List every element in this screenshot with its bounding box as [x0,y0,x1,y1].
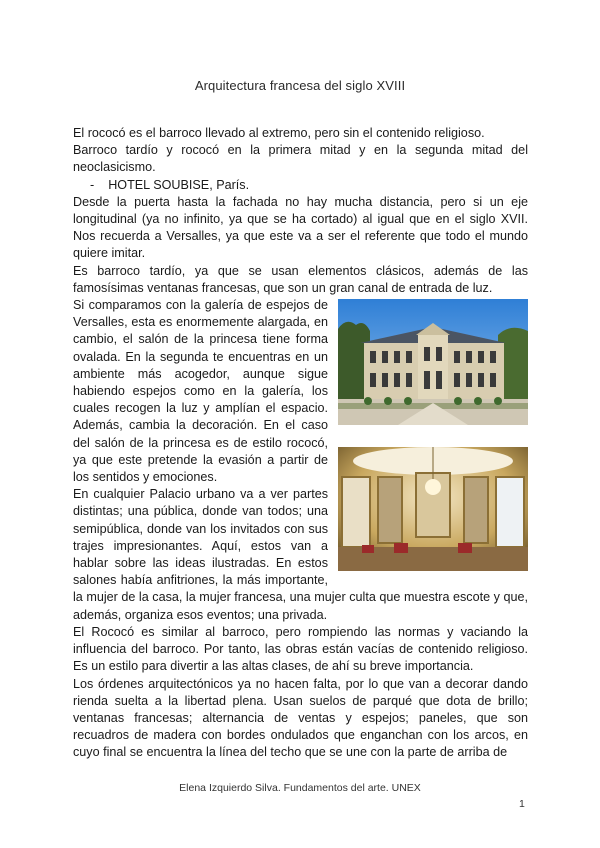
salon-de-la-princesse-photo [338,447,528,571]
paragraph-urban-palace: En cualquier Palacio urbano va a ver partes distintas; una pública, donde van todos; una semipública, donde van los invitados con sus trajes impresionantes. Aquí, estos van a hablar sobre las ideas ilustradas. En estos salones había anfitriones, la más importante, la mujer de la casa, la mujer francesa, una mujer culta que muestra escote y que, además, organiza esos eventos; una privada. [73,487,528,622]
paragraph-mirror-gallery: Si comparamos con la galería de espejos de Versalles, esta es enormemente alargada, en cambio, el salón de la princesa tiene forma ovalada. En la segunda te encuentras en un ambiente más acogedor, aunque sigue habiendo espejos como en la galería, los cuales recogen la luz y amplían el espacio. Además, cambia la decoración. En el caso del salón de la princesa es de estilo rococó, ya que este pretende la evasión a partir de los sentidos y emociones. [73,298,328,485]
paragraph-architectural-orders: Los órdenes arquitectónicos ya no hacen falta, por lo que van a decorar dando rienda suelta a la libertad plena. Usan suelos de parqué que dota de brillo; ventanas francesas; alternancia de ventas y espejos; paneles, que son recuadros de madera con bordes ondulados que enganchan con los arcos, en cuyo final se encuentra la línea del techo que se une con la parte de arriba de [73,676,528,760]
paragraph-periods: Barroco tardío y rococó en la primera mitad y en la segunda mitad del neoclasicismo. [73,143,528,175]
page-number: 1 [519,798,525,810]
paragraph-axis: Desde la puerta hasta la fachada no hay mucha distancia, pero si un eje longitudinal (ya no infinito, ya que se ha cortado) al igual que en el siglo XVII. Nos recuerda a Versalles, ya que este va a ser el referente que todo el mundo quiere imitar. [73,194,528,261]
hotel-soubise-facade-photo [338,299,528,425]
document-title: Arquitectura francesa del siglo XVIII [194,78,406,93]
paragraph-rococo-vs-baroque: El Rococó es similar al barroco, pero rompiendo las normas y vaciando la influencia del barroco. Por tanto, las obras están vacías de contenido religioso. Es un estilo para divertir a las altas clases, de ahí su breve importancia. [73,624,528,674]
paragraph-late-baroque: Es barroco tardío, ya que se usan elementos clásicos, además de las famosísimas ventanas francesas, que son un gran canal de entrada de luz. [73,263,528,295]
page-footer: Elena Izquierdo Silva. Fundamentos del arte. UNEX [179,782,421,794]
document-body [73,125,528,762]
bullet-hotel-soubise: - HOTEL SOUBISE, París. [90,177,250,192]
paragraph-rococo-definition: El rococó es el barroco llevado al extremo, pero sin el contenido religioso. [73,126,485,140]
